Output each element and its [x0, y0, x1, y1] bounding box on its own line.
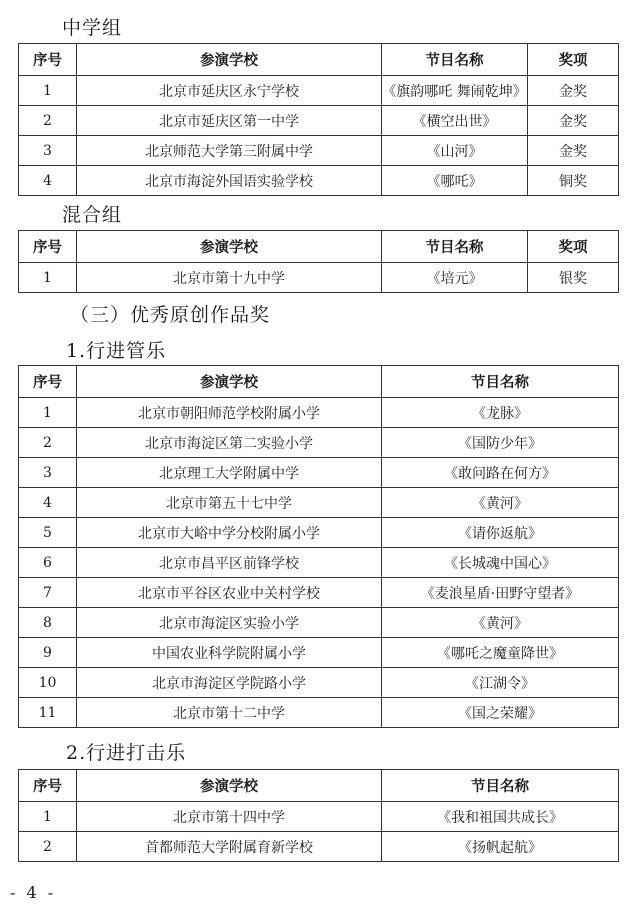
- table-row: [19, 698, 619, 728]
- cell-index: 3: [19, 458, 77, 488]
- cell-program: 《哪吒之魔童降世》: [382, 638, 619, 668]
- header-cell: 序号: [19, 770, 77, 802]
- cell-index: 4: [19, 488, 77, 518]
- cell-school: 北京市第十九中学: [77, 263, 382, 293]
- table-row: [19, 166, 619, 196]
- cell-program: 《扬帆起航》: [382, 832, 619, 862]
- cell-program: 《请你返航》: [382, 518, 619, 548]
- page-number: - 4 -: [10, 883, 57, 902]
- cell-school: 中国农业科学院附属小学: [77, 638, 382, 668]
- header-cell: 节目名称: [382, 366, 619, 398]
- marching-percussion-heading: 2.行进打击乐: [66, 742, 187, 764]
- cell-award: 金奖: [528, 76, 619, 106]
- cell-program: 《长城魂中国心》: [382, 548, 619, 578]
- cell-index: 5: [19, 518, 77, 548]
- cell-program: 《山河》: [382, 136, 528, 166]
- header-cell: 奖项: [528, 44, 619, 76]
- cell-school: 北京市延庆区永宁学校: [77, 76, 382, 106]
- cell-school: 北京市延庆区第一中学: [77, 106, 382, 136]
- mixed-group-table: [18, 230, 619, 293]
- cell-program: 《龙脉》: [382, 398, 619, 428]
- cell-index: 10: [19, 668, 77, 698]
- cell-school: 北京市第十四中学: [77, 802, 382, 832]
- table-row: [19, 428, 619, 458]
- cell-index: 2: [19, 428, 77, 458]
- header-cell: 序号: [19, 366, 77, 398]
- cell-program: 《国防少年》: [382, 428, 619, 458]
- cell-index: 6: [19, 548, 77, 578]
- cell-program: 《黄河》: [382, 488, 619, 518]
- middle-school-table: [18, 43, 619, 196]
- cell-program: 《黄河》: [382, 608, 619, 638]
- cell-school: 北京市第五十七中学: [77, 488, 382, 518]
- middle-school-heading: 中学组: [62, 17, 123, 39]
- cell-program: 《敢问路在何方》: [382, 458, 619, 488]
- cell-index: 7: [19, 578, 77, 608]
- table-row: [19, 548, 619, 578]
- cell-school: 北京市大峪中学分校附属小学: [77, 518, 382, 548]
- table-row: [19, 518, 619, 548]
- cell-program: 《横空出世》: [382, 106, 528, 136]
- cell-school: 北京市朝阳师范学校附属小学: [77, 398, 382, 428]
- cell-program: 《江湖令》: [382, 668, 619, 698]
- header-cell: 序号: [19, 231, 77, 263]
- header-cell: 参演学校: [77, 366, 382, 398]
- cell-index: 3: [19, 136, 77, 166]
- cell-index: 2: [19, 106, 77, 136]
- header-cell: 节目名称: [382, 770, 619, 802]
- cell-index: 2: [19, 832, 77, 862]
- cell-index: 1: [19, 802, 77, 832]
- cell-index: 8: [19, 608, 77, 638]
- table-row: [19, 608, 619, 638]
- marching-percussion-table: [18, 769, 619, 862]
- cell-school: 北京市第十二中学: [77, 698, 382, 728]
- marching-band-table: [18, 365, 619, 728]
- table-row: [19, 832, 619, 862]
- table-row: [19, 638, 619, 668]
- header-cell: 参演学校: [77, 231, 382, 263]
- header-cell: 奖项: [528, 231, 619, 263]
- table-header-row: [19, 366, 619, 398]
- cell-award: 金奖: [528, 136, 619, 166]
- table-header-row: [19, 44, 619, 76]
- original-award-heading: （三）优秀原创作品奖: [70, 304, 271, 326]
- cell-program: 《麦浪星盾·田野守望者》: [382, 578, 619, 608]
- table-row: [19, 578, 619, 608]
- cell-award: 金奖: [528, 106, 619, 136]
- cell-program: 《国之荣耀》: [382, 698, 619, 728]
- cell-program: 《培元》: [382, 263, 528, 293]
- cell-program: 《哪吒》: [382, 166, 528, 196]
- cell-school: 北京理工大学附属中学: [77, 458, 382, 488]
- table-row: [19, 136, 619, 166]
- cell-school: 北京师范大学第三附属中学: [77, 136, 382, 166]
- cell-school: 北京市海淀外国语实验学校: [77, 166, 382, 196]
- header-cell: 序号: [19, 44, 77, 76]
- cell-award: 银奖: [528, 263, 619, 293]
- table-row: [19, 458, 619, 488]
- cell-index: 1: [19, 76, 77, 106]
- table-row: [19, 76, 619, 106]
- cell-index: 11: [19, 698, 77, 728]
- header-cell: 参演学校: [77, 770, 382, 802]
- table-row: [19, 488, 619, 518]
- marching-band-heading: 1.行进管乐: [66, 340, 167, 362]
- table-row: [19, 802, 619, 832]
- table-header-row: [19, 770, 619, 802]
- table-header-row: [19, 231, 619, 263]
- table-row: [19, 106, 619, 136]
- cell-school: 北京市平谷区农业中关村学校: [77, 578, 382, 608]
- cell-index: 1: [19, 398, 77, 428]
- cell-school: 北京市海淀区第二实验小学: [77, 428, 382, 458]
- cell-school: 北京市海淀区学院路小学: [77, 668, 382, 698]
- mixed-group-heading: 混合组: [62, 204, 123, 226]
- cell-school: 北京市昌平区前锋学校: [77, 548, 382, 578]
- cell-school: 北京市海淀区实验小学: [77, 608, 382, 638]
- cell-index: 4: [19, 166, 77, 196]
- cell-program: 《旗韵哪吒 舞闹乾坤》: [382, 76, 528, 106]
- cell-index: 1: [19, 263, 77, 293]
- table-row: [19, 668, 619, 698]
- header-cell: 节目名称: [382, 231, 528, 263]
- table-row: [19, 263, 619, 293]
- cell-program: 《我和祖国共成长》: [382, 802, 619, 832]
- cell-index: 9: [19, 638, 77, 668]
- header-cell: 节目名称: [382, 44, 528, 76]
- cell-school: 首都师范大学附属育新学校: [77, 832, 382, 862]
- cell-award: 铜奖: [528, 166, 619, 196]
- header-cell: 参演学校: [77, 44, 382, 76]
- table-row: [19, 398, 619, 428]
